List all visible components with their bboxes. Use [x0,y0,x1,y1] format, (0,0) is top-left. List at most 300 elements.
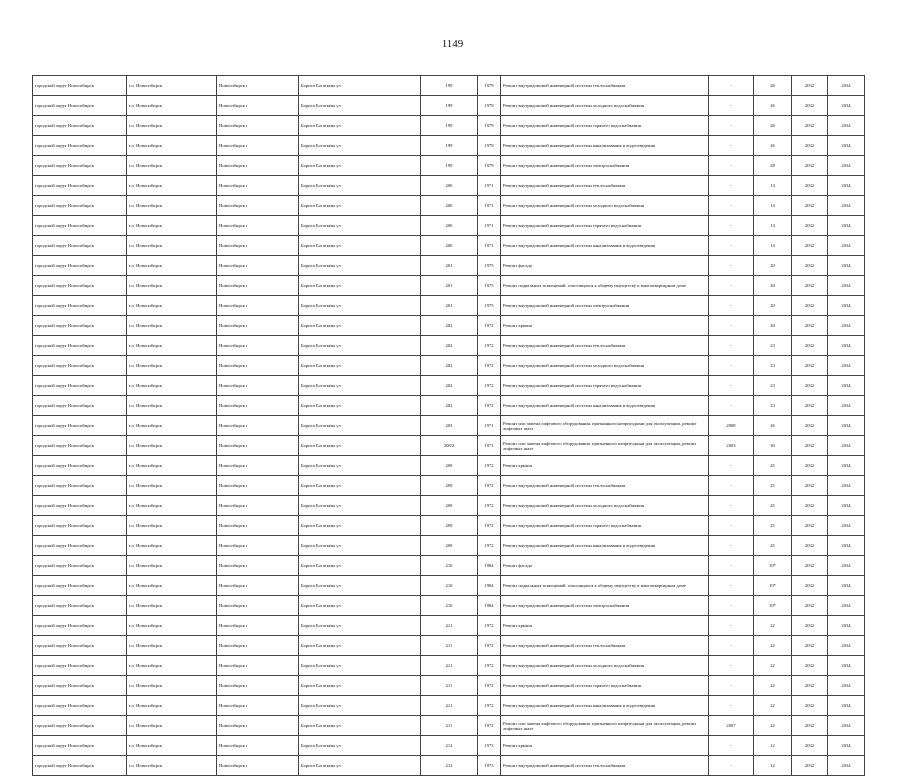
cell-work-type: Ремонт внутридомовой инженерной системы горячего водоснабжения [501,516,709,536]
cell-year: 1972 [478,476,501,496]
cell-period-to: 2034 [828,316,865,336]
cell-work-type: Ремонт внутридомовой инженерной системы электроснабжения [501,596,709,616]
cell-district: городской округ Новосибирск [33,176,127,196]
cell-period-to: 2034 [828,116,865,136]
cell-city: Новосибирск г [217,236,299,256]
cell-work-type: Ремонт подвальных помещений, относящихся к общему имуществу в многоквартирном доме [501,576,709,596]
cell-city: Новосибирск г [217,496,299,516]
table-row [33,176,865,196]
cell-house: 202 [421,396,478,416]
cell-year: 1971 [478,236,501,256]
cell-city: Новосибирск г [217,116,299,136]
cell-street: Бориса Богаткова ул [299,456,421,476]
cell-city: Новосибирск г [217,156,299,176]
cell-settlement: г.о. Новосибирск [127,616,217,636]
cell-district: городской округ Новосибирск [33,636,127,656]
cell-work-type: Ремонт фасада [501,256,709,276]
cell-district: городской округ Новосибирск [33,136,127,156]
cell-period-from: 2032 [792,296,828,316]
cell-settlement: г.о. Новосибирск [127,576,217,596]
cell-period-from: 2032 [792,736,828,756]
cell-street: Бориса Богаткова ул [299,116,421,136]
cell-street: Бориса Богаткова ул [299,276,421,296]
cell-house: 201 [421,276,478,296]
cell-city: Новосибирск г [217,576,299,596]
capital-repair-table [32,75,865,776]
cell-settlement: г.о. Новосибирск [127,316,217,336]
cell-work-type: Ремонт внутридомовой инженерной системы холодного водоснабжения [501,196,709,216]
cell-district: городской округ Новосибирск [33,596,127,616]
cell-settlement: г.о. Новосибирск [127,696,217,716]
cell-city: Новосибирск г [217,556,299,576]
cell-district: городской округ Новосибирск [33,356,127,376]
cell-street: Бориса Богаткова ул [299,356,421,376]
cell-start-year: - [709,516,754,536]
cell-settlement: г.о. Новосибирск [127,216,217,236]
cell-work-type: Ремонт внутридомовой инженерной системы канализования и водоотведения [501,536,709,556]
cell-start-year: - [709,156,754,176]
cell-district: городской округ Новосибирск [33,396,127,416]
cell-district: городской округ Новосибирск [33,496,127,516]
cell-year: 1972 [478,536,501,556]
cell-start-year: - [709,736,754,756]
cell-apartments: 12 [754,756,792,776]
cell-house: 199 [421,116,478,136]
cell-apartments: 25 [754,536,792,556]
cell-city: Новосибирск г [217,136,299,156]
cell-settlement: г.о. Новосибирск [127,256,217,276]
cell-settlement: г.о. Новосибирск [127,396,217,416]
cell-year: 1971 [478,196,501,216]
cell-start-year: - [709,616,754,636]
cell-city: Новосибирск г [217,716,299,736]
cell-street: Бориса Богаткова ул [299,136,421,156]
cell-period-to: 2034 [828,236,865,256]
cell-work-type: Ремонт внутридомовой инженерной системы теплоснабжения [501,756,709,776]
cell-settlement: г.о. Новосибирск [127,436,217,456]
cell-work-type: Ремонт внутридомовой инженерной системы холодного водоснабжения [501,656,709,676]
cell-apartments: 14 [754,196,792,216]
table-row [33,316,865,336]
cell-period-to: 2034 [828,196,865,216]
cell-start-year: - [709,336,754,356]
cell-house: 211 [421,656,478,676]
cell-period-to: 2034 [828,556,865,576]
cell-period-to: 2034 [828,296,865,316]
cell-period-from: 2032 [792,716,828,736]
cell-settlement: г.о. Новосибирск [127,496,217,516]
cell-work-type: Ремонт внутридомовой инженерной системы электроснабжения [501,156,709,176]
cell-city: Новосибирск г [217,516,299,536]
cell-apartments: 26 [754,96,792,116]
cell-house: 200 [421,176,478,196]
table-row [33,136,865,156]
cell-period-from: 2032 [792,316,828,336]
page-number: 1149 [441,38,464,50]
cell-city: Новосибирск г [217,276,299,296]
cell-house: 202 [421,336,478,356]
cell-period-to: 2034 [828,636,865,656]
cell-period-to: 2034 [828,136,865,156]
table-row [33,396,865,416]
cell-period-to: 2034 [828,416,865,436]
cell-period-from: 2032 [792,636,828,656]
cell-street: Бориса Богаткова ул [299,216,421,236]
cell-house: 208/2 [421,436,478,456]
cell-period-from: 2032 [792,116,828,136]
cell-settlement: г.о. Новосибирск [127,416,217,436]
cell-year: 1984 [478,556,501,576]
cell-settlement: г.о. Новосибирск [127,536,217,556]
cell-start-year: - [709,136,754,156]
cell-city: Новосибирск г [217,416,299,436]
cell-settlement: г.о. Новосибирск [127,176,217,196]
cell-settlement: г.о. Новосибирск [127,376,217,396]
table-row [33,336,865,356]
cell-period-to: 2034 [828,716,865,736]
cell-start-year: - [709,756,754,776]
cell-district: городской округ Новосибирск [33,616,127,636]
cell-settlement: г.о. Новосибирск [127,356,217,376]
cell-apartments: 22 [754,636,792,656]
cell-year: 1972 [478,516,501,536]
cell-apartments: 25 [754,496,792,516]
cell-period-to: 2034 [828,396,865,416]
cell-district: городской округ Новосибирск [33,476,127,496]
cell-district: городской округ Новосибирск [33,196,127,216]
cell-settlement: г.о. Новосибирск [127,76,217,96]
cell-start-year: - [709,396,754,416]
cell-apartments: 22 [754,616,792,636]
cell-year: 1972 [478,336,501,356]
cell-year: 1972 [478,496,501,516]
cell-period-to: 2034 [828,676,865,696]
cell-street: Бориса Богаткова ул [299,316,421,336]
cell-period-from: 2032 [792,336,828,356]
cell-apartments: 22 [754,696,792,716]
table-row [33,456,865,476]
cell-work-type: Ремонт внутридомовой инженерной системы холодного водоснабжения [501,496,709,516]
cell-start-year: - [709,376,754,396]
cell-house: 211 [421,696,478,716]
cell-period-to: 2034 [828,76,865,96]
cell-city: Новосибирск г [217,336,299,356]
cell-period-to: 2034 [828,496,865,516]
cell-year: 1984 [478,596,501,616]
cell-house: 211 [421,636,478,656]
cell-year: 1972 [478,396,501,416]
cell-house: 200 [421,216,478,236]
cell-work-type: Ремонт внутридомовой инженерной системы электроснабжения [501,296,709,316]
cell-settlement: г.о. Новосибирск [127,476,217,496]
cell-start-year: - [709,596,754,616]
cell-period-from: 2032 [792,576,828,596]
table-row [33,536,865,556]
cell-period-from: 2032 [792,616,828,636]
cell-street: Бориса Богаткова ул [299,556,421,576]
cell-house: 201 [421,296,478,316]
cell-street: Бориса Богаткова ул [299,636,421,656]
cell-house: 212 [421,736,478,756]
cell-work-type: Ремонт внутридомовой инженерной системы теплоснабжения [501,636,709,656]
cell-house: 211 [421,716,478,736]
cell-start-year: - [709,496,754,516]
cell-work-type: Ремонт внутридомовой инженерной системы теплоснабжения [501,76,709,96]
cell-period-from: 2032 [792,516,828,536]
cell-work-type: Ремонт внутридомовой инженерной системы канализования и водоотведения [501,696,709,716]
cell-year: 1973 [478,756,501,776]
cell-street: Бориса Богаткова ул [299,596,421,616]
cell-year: 1979 [478,136,501,156]
table-body [33,76,865,776]
table-row [33,596,865,616]
table-row [33,576,865,596]
cell-city: Новосибирск г [217,456,299,476]
cell-district: городской округ Новосибирск [33,416,127,436]
cell-district: городской округ Новосибирск [33,376,127,396]
cell-street: Бориса Богаткова ул [299,716,421,736]
cell-district: городской округ Новосибирск [33,456,127,476]
cell-settlement: г.о. Новосибирск [127,636,217,656]
cell-work-type: Ремонт внутридомовой инженерной системы горячего водоснабжения [501,116,709,136]
cell-house: 203 [421,416,478,436]
cell-apartments: 14 [754,216,792,236]
cell-house: 211 [421,676,478,696]
table-row [33,436,865,456]
cell-district: городской округ Новосибирск [33,336,127,356]
cell-street: Бориса Богаткова ул [299,436,421,456]
cell-street: Бориса Богаткова ул [299,236,421,256]
cell-year: 1972 [478,616,501,636]
cell-period-from: 2032 [792,596,828,616]
cell-start-year: - [709,356,754,376]
table-row [33,276,865,296]
cell-period-from: 2032 [792,656,828,676]
cell-period-to: 2034 [828,756,865,776]
cell-year: 1971 [478,176,501,196]
cell-work-type: Ремонт внутридомовой инженерной системы теплоснабжения [501,336,709,356]
cell-house: 199 [421,156,478,176]
cell-year: 1972 [478,716,501,736]
cell-apartments: 20 [754,256,792,276]
cell-year: 1972 [478,376,501,396]
cell-city: Новосибирск г [217,636,299,656]
cell-year: 1972 [478,316,501,336]
cell-street: Бориса Богаткова ул [299,496,421,516]
cell-street: Бориса Богаткова ул [299,676,421,696]
cell-start-year: - [709,536,754,556]
cell-house: 202 [421,356,478,376]
cell-city: Новосибирск г [217,396,299,416]
cell-period-from: 2032 [792,416,828,436]
cell-work-type: Ремонт внутридомовой инженерной системы холодного водоснабжения [501,96,709,116]
cell-city: Новосибирск г [217,656,299,676]
table-row [33,376,865,396]
table-row [33,696,865,716]
cell-city: Новосибирск г [217,316,299,336]
cell-house: 210 [421,596,478,616]
cell-settlement: г.о. Новосибирск [127,716,217,736]
cell-apartments: 20 [754,276,792,296]
cell-apartments: 22 [754,676,792,696]
cell-year: 1975 [478,296,501,316]
cell-year: 1984 [478,576,501,596]
table-row [33,216,865,236]
cell-start-year: - [709,456,754,476]
cell-start-year: - [709,276,754,296]
cell-period-to: 2034 [828,656,865,676]
cell-apartments: 14 [754,236,792,256]
cell-apartments: 12 [754,736,792,756]
cell-period-from: 2032 [792,176,828,196]
cell-period-to: 2034 [828,176,865,196]
cell-work-type: Ремонт или замена лифтового оборудования, признанного непригодным для эксплуатации, ремонт лифтовых шахт [501,716,709,736]
cell-period-from: 2032 [792,456,828,476]
cell-start-year: - [709,696,754,716]
cell-year: 1975 [478,276,501,296]
cell-settlement: г.о. Новосибирск [127,456,217,476]
cell-district: городской округ Новосибирск [33,156,127,176]
cell-city: Новосибирск г [217,596,299,616]
table-row [33,476,865,496]
cell-work-type: Ремонт внутридомовой инженерной системы горячего водоснабжения [501,216,709,236]
cell-start-year: - [709,316,754,336]
cell-district: городской округ Новосибирск [33,216,127,236]
table-row [33,356,865,376]
cell-apartments: 22 [754,716,792,736]
cell-city: Новосибирск г [217,196,299,216]
cell-district: городской округ Новосибирск [33,656,127,676]
cell-start-year: - [709,116,754,136]
cell-start-year: - [709,176,754,196]
cell-period-from: 2032 [792,276,828,296]
cell-street: Бориса Богаткова ул [299,336,421,356]
cell-year: 1979 [478,156,501,176]
cell-year: 1971 [478,216,501,236]
cell-district: городской округ Новосибирск [33,576,127,596]
cell-work-type: Ремонт или замена лифтового оборудования, признанного непригодным для эксплуатации, ремонт лифтовых шахт [501,416,709,436]
cell-period-to: 2034 [828,356,865,376]
table-row [33,636,865,656]
cell-city: Новосибирск г [217,356,299,376]
cell-street: Бориса Богаткова ул [299,376,421,396]
cell-year: 1972 [478,636,501,656]
cell-period-to: 2034 [828,536,865,556]
cell-start-year: - [709,476,754,496]
cell-period-from: 2032 [792,476,828,496]
cell-work-type: Ремонт внутридомовой инженерной системы канализования и водоотведения [501,136,709,156]
cell-district: городской округ Новосибирск [33,736,127,756]
cell-period-from: 2032 [792,496,828,516]
cell-city: Новосибирск г [217,436,299,456]
cell-district: городской округ Новосибирск [33,316,127,336]
cell-district: городской округ Новосибирск [33,556,127,576]
cell-period-from: 2032 [792,756,828,776]
cell-start-year: - [709,196,754,216]
cell-period-from: 2032 [792,96,828,116]
cell-apartments: 25 [754,476,792,496]
cell-apartments: 19* [754,576,792,596]
table-row [33,256,865,276]
cell-period-from: 2032 [792,556,828,576]
cell-year: 1972 [478,676,501,696]
cell-apartments: 26 [754,116,792,136]
cell-work-type: Ремонт крыши [501,316,709,336]
table-row [33,96,865,116]
cell-start-year: - [709,656,754,676]
cell-apartments: 23 [754,396,792,416]
cell-year: 1971 [478,436,501,456]
cell-period-from: 2032 [792,76,828,96]
cell-district: городской округ Новосибирск [33,256,127,276]
cell-period-to: 2034 [828,216,865,236]
cell-settlement: г.о. Новосибирск [127,276,217,296]
cell-house: 201 [421,256,478,276]
cell-year: 1972 [478,356,501,376]
cell-settlement: г.о. Новосибирск [127,116,217,136]
cell-city: Новосибирск г [217,76,299,96]
cell-district: городской округ Новосибирск [33,536,127,556]
cell-street: Бориса Богаткова ул [299,156,421,176]
cell-period-from: 2032 [792,376,828,396]
table-row [33,416,865,436]
table-row [33,196,865,216]
cell-district: городской округ Новосибирск [33,276,127,296]
cell-start-year: - [709,216,754,236]
cell-city: Новосибирск г [217,256,299,276]
cell-apartments: 25 [754,456,792,476]
cell-start-year: - [709,636,754,656]
cell-period-from: 2032 [792,436,828,456]
cell-house: 199 [421,76,478,96]
cell-street: Бориса Богаткова ул [299,396,421,416]
cell-period-to: 2034 [828,276,865,296]
cell-city: Новосибирск г [217,616,299,636]
cell-period-to: 2034 [828,96,865,116]
cell-settlement: г.о. Новосибирск [127,296,217,316]
cell-work-type: Ремонт внутридомовой инженерной системы теплоснабжения [501,476,709,496]
cell-period-to: 2034 [828,256,865,276]
cell-district: городской округ Новосибирск [33,116,127,136]
cell-period-from: 2032 [792,676,828,696]
cell-street: Бориса Богаткова ул [299,736,421,756]
cell-year: 1979 [478,76,501,96]
cell-house: 209 [421,456,478,476]
cell-period-from: 2032 [792,136,828,156]
cell-apartments: 20 [754,296,792,316]
cell-house: 212 [421,756,478,776]
cell-settlement: г.о. Новосибирск [127,336,217,356]
table-row [33,76,865,96]
cell-city: Новосибирск г [217,476,299,496]
cell-street: Бориса Богаткова ул [299,196,421,216]
cell-city: Новосибирск г [217,536,299,556]
cell-city: Новосибирск г [217,296,299,316]
cell-work-type: Ремонт подвальных помещений, относящихся к общему имуществу в многоквартирном доме [501,276,709,296]
cell-house: 209 [421,536,478,556]
cell-street: Бориса Богаткова ул [299,76,421,96]
cell-year: 1972 [478,456,501,476]
table-row [33,756,865,776]
cell-period-to: 2034 [828,736,865,756]
cell-work-type: Ремонт крыши [501,456,709,476]
cell-apartments: 23 [754,336,792,356]
cell-work-type: Ремонт крыши [501,736,709,756]
cell-period-to: 2034 [828,156,865,176]
table-row [33,296,865,316]
cell-house: 202 [421,316,478,336]
cell-district: городской округ Новосибирск [33,96,127,116]
